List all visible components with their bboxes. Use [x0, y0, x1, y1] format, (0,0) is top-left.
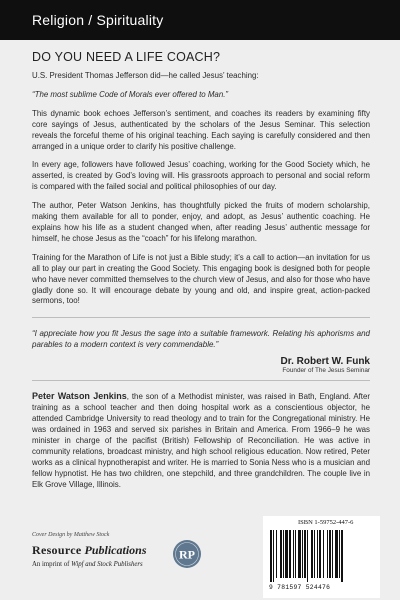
barcode-bar — [329, 530, 331, 578]
barcode-bar — [304, 530, 306, 578]
barcode-bar — [270, 530, 272, 582]
endorser — [32, 356, 370, 374]
divider — [32, 317, 370, 318]
category-band — [0, 0, 400, 40]
endorser-name: Dr. Robert W. Funk — [280, 356, 370, 368]
barcode-digits: 9 781597 524476 — [269, 584, 331, 591]
divider — [32, 380, 370, 381]
author-bio-text: , the son of a Methodist minister, was raised in Bath, England. After training as a school teacher and then doing hospital work as a conscientious objector, he attended Cambridge University to read theology and to train for the Congregational ministry. He was ordained in 1963 and served six parishes in Britain and America. From 1966–9 he was minister in charge of the pacifist (British) Fellowship of Reconciliation. He was active in community relations, broadcast ministry, and high school religious education. Now retired, Peter works as a clinical hypnotherapist and writer. He is married to Sonia Ness who is a musician and fellow hypnotist. He has two children, one stepchild, and three grandchildren. The couple live in Elk Grove Village, Illinois. — [32, 392, 370, 489]
author-bio — [32, 391, 370, 490]
barcode-box — [263, 516, 380, 598]
category-label: Religion / Spirituality — [32, 12, 164, 28]
barcode-bar — [273, 530, 274, 582]
barcode-bar — [332, 530, 333, 578]
imprint-prefix: An imprint of — [32, 561, 70, 568]
isbn-number: ISBN 1-59752-447-6 — [298, 519, 354, 526]
barcode-bar — [311, 530, 313, 578]
barcode-bar — [285, 530, 288, 578]
description-paragraph: Training for the Marathon of Life is not just a Bible study; it’s a call to action—an invitation for us all to play our part in creating the Good Society. This engaging book is designed both for people who have never committed themselves to the church view of Jesus, and also for those who have gladly done so. It will encourage debate by young and old, and inspire great, action-packed sermons, too! — [32, 252, 370, 306]
barcode-bar — [323, 530, 324, 578]
barcode-bar — [283, 530, 284, 578]
barcode-bar — [314, 530, 315, 578]
barcode-bar — [293, 530, 294, 578]
barcode — [269, 530, 374, 582]
barcode-bar — [276, 530, 277, 578]
description-paragraph: This dynamic book echoes Jefferson’s sentiment, and coaches its readers by examining fifty core sayings of Jesus, authenticated by the scholars of the Jesus Seminar. This selection reveals the forceful theme of his original teaching. Each saying is carefully considered and then arranged in a unique order to clarify his positive challenge. — [32, 108, 370, 151]
barcode-bar — [280, 530, 282, 578]
jefferson-quote: “The most sublime Code of Morals ever offered to Man.” — [32, 89, 229, 99]
barcode-bar — [302, 530, 303, 578]
publisher-imprint — [32, 561, 143, 568]
endorser-role: Founder of The Jesus Seminar — [282, 367, 370, 375]
author-name: Peter Watson Jenkins — [32, 391, 127, 402]
endorsement-quote: “I appreciate how you fit Jesus the sage into a suitable framework. Relating his aphorisms and parables to a modern context is very commendable.” — [32, 329, 370, 350]
barcode-bar — [307, 530, 308, 582]
barcode-bar — [339, 530, 340, 578]
barcode-bar — [335, 530, 338, 578]
intro-line: U.S. President Thomas Jefferson did—he called Jesus’ teaching: — [32, 71, 259, 80]
publisher-logo — [172, 539, 202, 569]
cover-design-credit: Cover Design by Matthew Stock — [32, 532, 110, 538]
barcode-bar — [327, 530, 328, 578]
publisher-name — [32, 543, 147, 558]
barcode-bar — [295, 530, 296, 578]
back-cover-text — [32, 50, 370, 498]
barcode-bar — [298, 530, 301, 578]
headline: DO YOU NEED A LIFE COACH? — [32, 50, 221, 64]
description-paragraph: The author, Peter Watson Jenkins, has thoughtfully picked the fruits of modern scholarship, making them available for all to ponder, enjoy, and adopt, as Jesus’ authentic coaching. He explains how his life as a student changed when, after reading Jesus’ authentic message for himself, he chose Jesus as the “coach” for his lifelong marathon. — [32, 201, 370, 243]
barcode-bar — [317, 530, 318, 578]
publisher-name-part: Resource — [32, 543, 82, 557]
imprint-name: Wipf and Stock Publishers — [71, 561, 143, 568]
publisher-name-part: Publications — [84, 543, 147, 557]
description-paragraph: In every age, followers have followed Jesus’ coaching, working for the Good Society which, he asserted, is created by God’s loving will. His grassroots approach to personal and social reform is compared with the failed social and political philosophies of our day. — [32, 160, 370, 192]
barcode-bar — [289, 530, 291, 578]
barcode-bar — [341, 530, 343, 582]
logo-letters: RP — [179, 547, 195, 562]
barcode-bar — [319, 530, 321, 578]
